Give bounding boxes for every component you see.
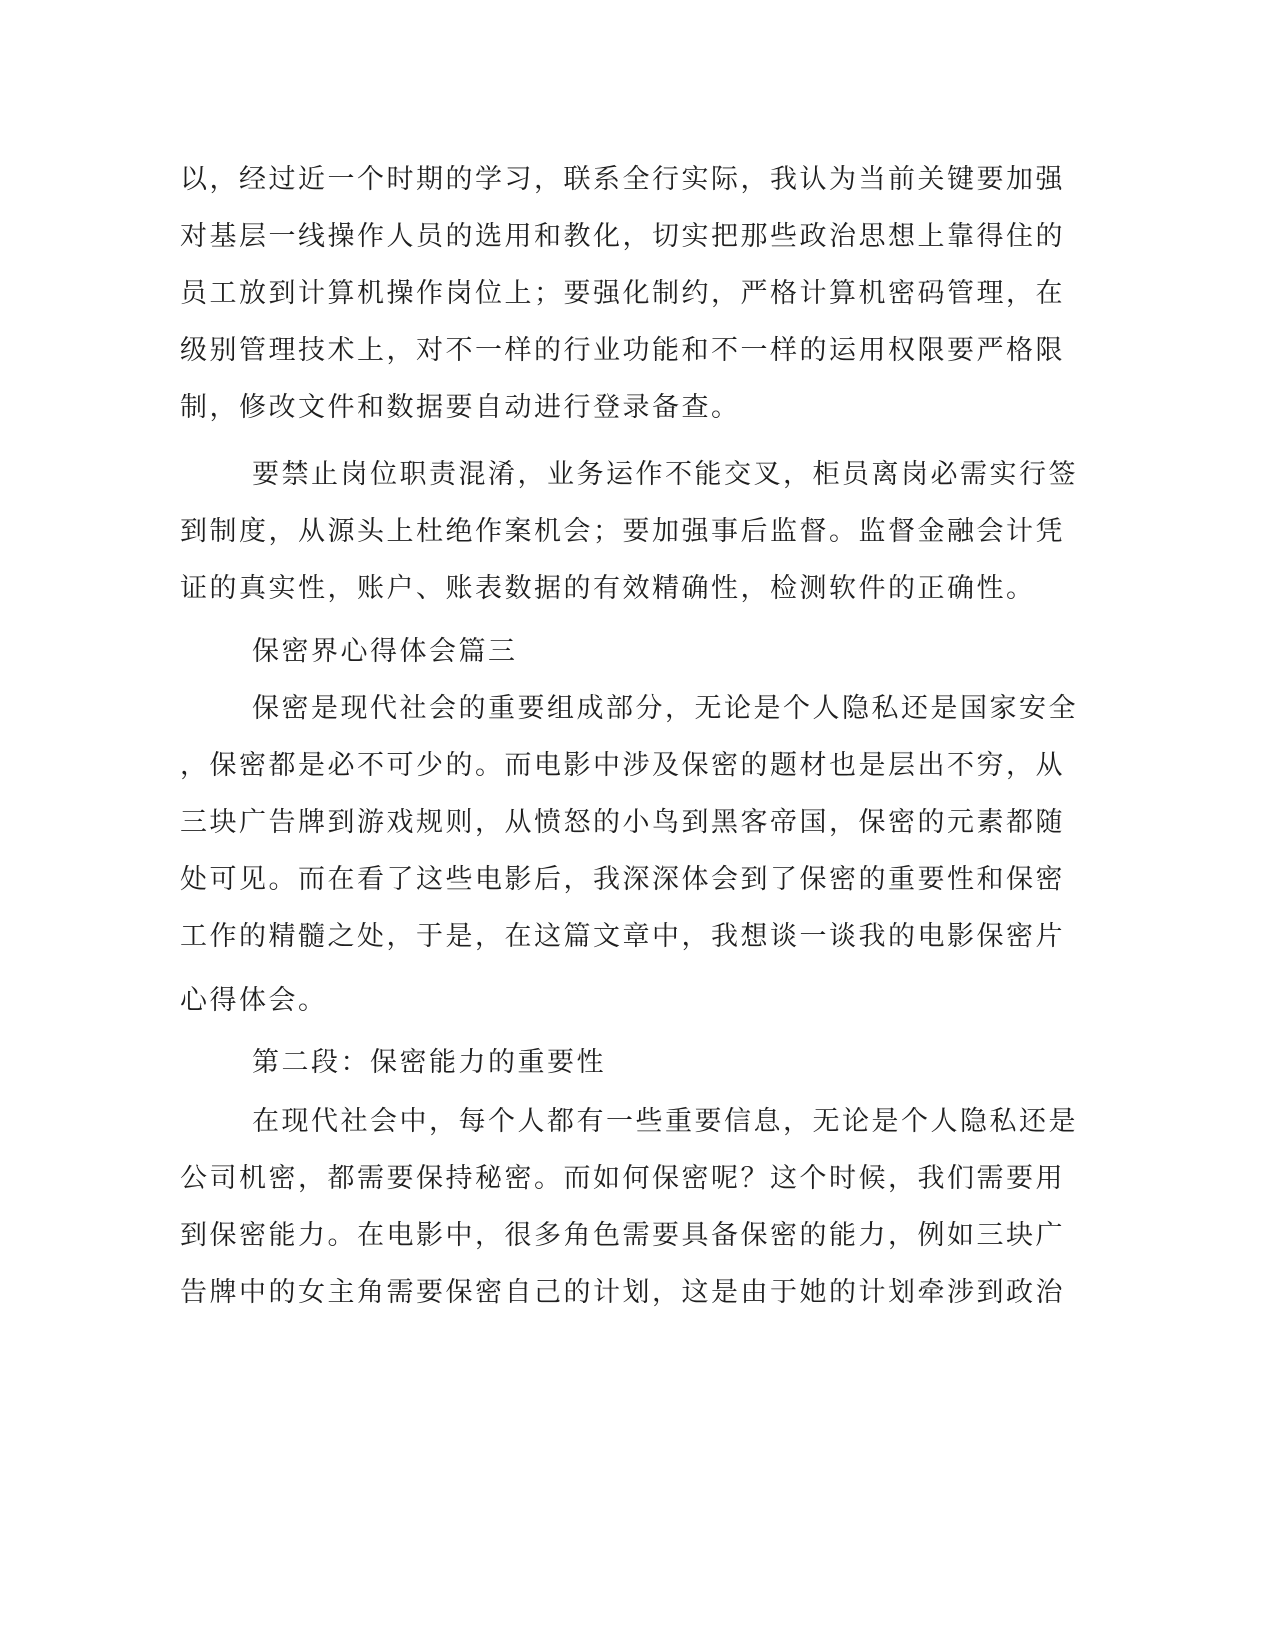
text-line-15: 心得体会。 [180,985,328,1016]
text-line-7: 到制度，从源头上杜绝作案机会；要加强事后监督。监督金融会计凭 [180,516,1065,547]
text-line-11: ，保密都是必不可少的。而电影中涉及保密的题材也是层出不穷，从 [180,750,1065,781]
text-line-3: 员工放到计算机操作岗位上；要强化制约，严格计算机密码管理，在 [180,278,1065,309]
text-line-4: 级别管理技术上，对不一样的行业功能和不一样的运用权限要严格限 [180,335,1065,366]
text-line-13: 处可见。而在看了这些电影后，我深深体会到了保密的重要性和保密 [180,864,1065,895]
text-line-17: 在现代社会中，每个人都有一些重要信息，无论是个人隐私还是 [252,1106,1078,1137]
text-line-19: 到保密能力。在电影中，很多角色需要具备保密的能力，例如三块广 [180,1220,1065,1251]
text-line-1: 以，经过近一个时期的学习，联系全行实际，我认为当前关键要加强 [180,164,1065,195]
text-line-2: 对基层一线操作人员的选用和教化，切实把那些政治思想上靠得住的 [180,221,1065,252]
text-line-5: 制，修改文件和数据要自动进行登录备查。 [180,392,741,423]
text-line-18: 公司机密，都需要保持秘密。而如何保密呢？这个时候，我们需要用 [180,1163,1065,1194]
text-line-6: 要禁止岗位职责混淆，业务运作不能交叉，柜员离岗必需实行签 [252,459,1078,490]
text-line-8: 证的真实性，账户、账表数据的有效精确性，检测软件的正确性。 [180,573,1036,604]
text-line-20: 告牌中的女主角需要保密自己的计划，这是由于她的计划牵涉到政治 [180,1277,1065,1308]
text-line-12: 三块广告牌到游戏规则，从愤怒的小鸟到黑客帝国，保密的元素都随 [180,807,1065,838]
section-heading-1: 保密界心得体会篇三 [252,636,518,667]
text-line-10: 保密是现代社会的重要组成部分，无论是个人隐私还是国家安全 [252,693,1078,724]
text-line-14: 工作的精髓之处，于是，在这篇文章中，我想谈一谈我的电影保密片 [180,921,1065,952]
section-heading-2: 第二段：保密能力的重要性 [252,1047,606,1078]
